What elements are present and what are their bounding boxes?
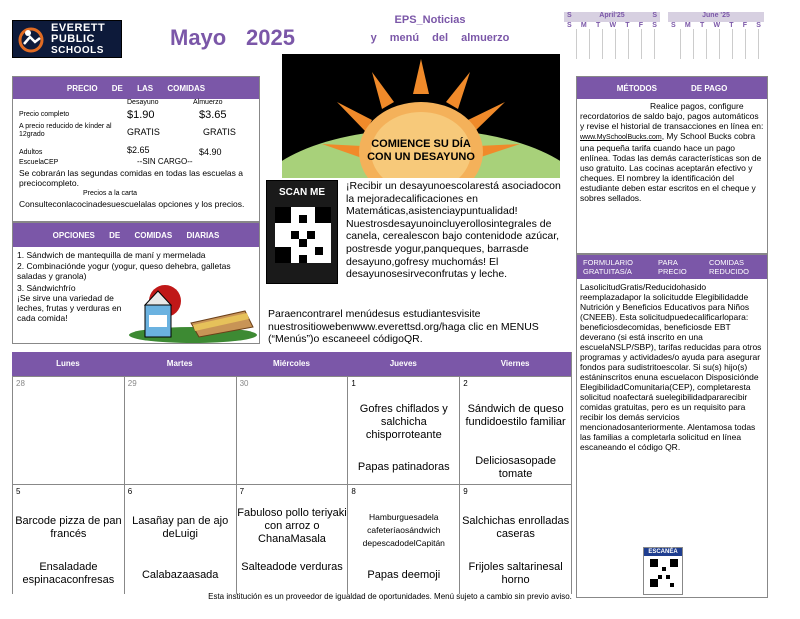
weekday-header: Miércoles [236, 352, 348, 376]
side-dish: Ensaladade espinacaconfresas [22, 561, 115, 586]
side-dish: Deliciosasopade tomate [475, 455, 556, 480]
mini-cal-days [668, 22, 764, 29]
payment-header-a: MÉTODOS [616, 83, 657, 93]
calendar-day [459, 376, 571, 484]
weekday-header: Viernes [459, 352, 571, 376]
weekday: S [756, 22, 761, 29]
price-breakfast: GRATIS [127, 127, 160, 137]
breakfast-info-text: ¡Recibir un desayunoescolarestá asociadocon la mejoradecalificaciones en Matemáticas,asistenciaypuntualidad! Nuestrosdesayunoincluyerollosintegrales de canela, cerealescon bajo contenidode azúcar, postresde yogur,panqueques, barrasde desayuno,gofresy muchomás! El desayunosesirveconfrutas y leche. [346, 180, 561, 281]
price-row-label: Adultos [19, 149, 43, 156]
main-entree: Hamburguesadela cafeteríaosándwich depescadodelCapitán [362, 512, 445, 548]
calendar-day [347, 484, 459, 594]
price-lunch: GRATIS [203, 127, 236, 137]
mini-cal-days [564, 22, 660, 29]
cep-label: EscuelaCEP [19, 159, 59, 166]
main-entree: Salchichas enrolladas caseras [462, 515, 570, 540]
calendar-day [459, 484, 571, 594]
weekday: T [699, 22, 705, 29]
payment-text-2 [577, 131, 767, 203]
price-row-label: A precio reducido de kínder al 12grado [19, 123, 112, 138]
main-entree: Sándwich de queso fundidoestilo familiar [465, 403, 566, 428]
price-breakfast: $1.90 [127, 109, 155, 121]
day-number: 7 [239, 487, 245, 496]
calendar-header [12, 352, 571, 376]
mini-calendar-april [564, 12, 660, 59]
side-dish: Calabazaasada [141, 569, 219, 581]
lunch-calendar [12, 352, 572, 594]
option-item: 2. Combinaciónde yogur (yogur, queso dehebra, galletas saladas y granola) [17, 261, 231, 281]
a-la-carte-label: Precios a la carta [83, 190, 138, 197]
logo-text-1: EVERETT [51, 22, 106, 34]
side-dish: Papas deemoji [367, 569, 441, 581]
qr-label: ESCANÉA [644, 548, 682, 556]
logo-text-3: SCHOOLS [51, 45, 104, 56]
mini-cal-title: June '25 [702, 12, 730, 19]
free-meals-header-c: COMIDAS REDUCIDO [709, 258, 750, 276]
payment-text-1: Realice pagos, configure recordatorios de saldo bajo, pagos automáticos y revise el historial de transacciones en línea en: [580, 101, 764, 131]
prices-panel [12, 76, 260, 222]
a-la-carte-note: Consulteconlacocinadesuescuelalas opciones y los precios. [19, 199, 245, 209]
weekday: T [595, 22, 601, 29]
payment-header-b: DE PAGO [691, 83, 728, 93]
calendar-day [236, 376, 348, 484]
payment-header [577, 77, 767, 99]
price-lunch: $4.90 [199, 147, 222, 157]
mini-cal-grid [564, 29, 660, 59]
second-meals-note: Se cobrarán las segundas comidas en todas las escuelas a preciocompleto. [19, 168, 243, 188]
banner-text [282, 138, 560, 164]
weekday: S [652, 12, 657, 19]
day-number: 28 [16, 379, 25, 388]
main-entree: Gofres chiflados y salchicha chisporroteante [359, 403, 448, 441]
day-number: 8 [351, 487, 356, 496]
runner-logo-icon [16, 24, 46, 56]
qr-code-icon [275, 207, 331, 263]
options-panel [12, 222, 260, 344]
price-row-label: Precio completo [19, 111, 70, 118]
cneeb-qr-card[interactable] [643, 547, 683, 595]
banner-line-2: CON UN DESAYUNO [367, 151, 475, 163]
scan-panel [264, 178, 574, 352]
option-item: ¡Se sirve una variedad de leches, frutas y verduras en cada comida! [17, 293, 122, 323]
main-entree: Lasañay pan de ajo deLuigi [132, 515, 229, 540]
newsletter-subtitle: y menú del almuerzo [370, 32, 510, 44]
weekday: T [729, 22, 734, 29]
weekday-header: Jueves [347, 352, 459, 376]
free-meals-text: LasolicitudGratis/Reducidohasido reemplazadapor la solicitudde Elegibilidadde Nutrición y Beneficios Educativos para Niños (CNEEB). Esta solicitudpuedecalificarlopara: beneficiosdecomidas, beneficiosde EBT deverano (si está inscrito en una escuelaNSLP/SBP), tarifas reducidas para otros programas y actividades/o ayuda para asegurar fondos para sudistritoescolar. Si su(s) hijo(s) estáninscritos enuna escuelacon Disposiciónde ElegibilidadComunitaria(CEP), completaresta solicitud noafectará suelegibilidadpararecibir comidas gratuitas, pero es un requisito para recibir los demás servicios mencionadosanteriormente. Alentamosa todas las familias a completarla solicitud en línea escaneando el código QR. [580, 282, 762, 452]
newsletter-title: EPS_Noticias [394, 14, 466, 26]
calendar-day [12, 484, 124, 594]
free-meals-header [577, 255, 767, 279]
calendar-day [124, 376, 236, 484]
day-number: 6 [127, 487, 133, 496]
payment-link[interactable]: www.MySchoolBucks.com [580, 134, 662, 141]
option-item: 1. Sándwich de mantequilla de maní y mermelada [17, 250, 206, 260]
mini-calendar-june [668, 12, 764, 59]
scan-me-card[interactable] [266, 180, 338, 284]
lunch-illustration-icon [125, 283, 260, 344]
calendar-day [124, 484, 236, 594]
calendar-day [236, 484, 348, 594]
weekday: W [609, 22, 617, 29]
weekday-header: Martes [124, 352, 236, 376]
day-number: 1 [351, 379, 356, 388]
payment-panel [576, 76, 768, 254]
weekday: W [713, 22, 721, 29]
day-number: 30 [239, 379, 249, 388]
breakfast-banner [282, 54, 560, 178]
calendar-week [12, 376, 571, 484]
mini-cal-title: April'25 [599, 12, 625, 19]
free-meals-panel [576, 254, 768, 598]
menus-info-text: Paraencontrarel menúdesus estudiantesvisite nuestrositiowebenwww.everettsd.org/haga clic en MENUS (“Menús”)o escaneeel códigoQR. [268, 308, 539, 346]
weekday: F [638, 22, 644, 29]
qr-code-icon [650, 559, 678, 587]
free-meals-header-b: PARA PRECIO [658, 258, 687, 276]
calendar-day [347, 376, 459, 484]
weekday: T [625, 22, 630, 29]
weekday: M [580, 22, 587, 29]
banner-line-1: COMIENCE SU DÍA [371, 138, 471, 150]
weekday-header: Lunes [12, 352, 124, 376]
weekday: S [652, 22, 657, 29]
weekday: M [684, 22, 691, 29]
payment-text-2-body: , My School Bucks cobra una pequeña tarifa cuando hace un pago enlínea. Todas las demás características son de uso gratuito. Las cocinas aceptarán efectivo y cheques. El nombrey la identificación del estudiante deben estar escritos en el cheque y sobres sellados. [580, 131, 762, 203]
free-meals-header-a: FORMULARIO GRATUITAS/A [583, 258, 634, 276]
calendar-day [12, 376, 124, 484]
day-number: 9 [463, 487, 468, 496]
district-logo [12, 20, 122, 58]
weekday: S [567, 12, 572, 19]
month-title: Mayo [170, 25, 227, 50]
logo-text-2: PUBLIC [51, 33, 95, 45]
price-lunch: $3.65 [199, 109, 227, 121]
day-number: 2 [463, 379, 468, 388]
col-lunch: Almuerzo [193, 99, 223, 106]
weekday: F [742, 22, 748, 29]
day-number: 29 [127, 379, 137, 388]
scan-me-label: SCAN ME [278, 187, 326, 198]
col-breakfast: Desayuno [127, 99, 159, 106]
cep-value: --SIN CARGO-- [137, 157, 193, 166]
prices-header: PRECIO DE LAS COMIDAS [13, 77, 259, 99]
side-dish: Papas patinadoras [357, 461, 450, 473]
weekday: S [567, 22, 572, 29]
mini-cal-grid [668, 29, 764, 59]
side-dish: Frijoles saltarinesal horno [468, 561, 563, 586]
calendar-week [12, 484, 571, 594]
year-title: 2025 [246, 25, 295, 50]
option-item: 3. Sándwichfrío [17, 283, 76, 293]
main-entree: Barcode pizza de pan francés [15, 515, 122, 540]
weekday: S [671, 22, 676, 29]
options-header: OPCIONES DE COMIDAS DIARIAS [13, 223, 259, 247]
footer-disclaimer: Esta institución es un proveedor de igualdad de oportunidades. Menú sujeto a cambio sin previo aviso. [208, 592, 572, 601]
price-breakfast: $2.65 [127, 145, 150, 155]
main-entree: Fabuloso pollo teriyaki con arroz o ChanaMasala [237, 507, 347, 545]
side-dish: Salteadode verduras [241, 561, 343, 573]
day-number: 5 [16, 487, 21, 496]
